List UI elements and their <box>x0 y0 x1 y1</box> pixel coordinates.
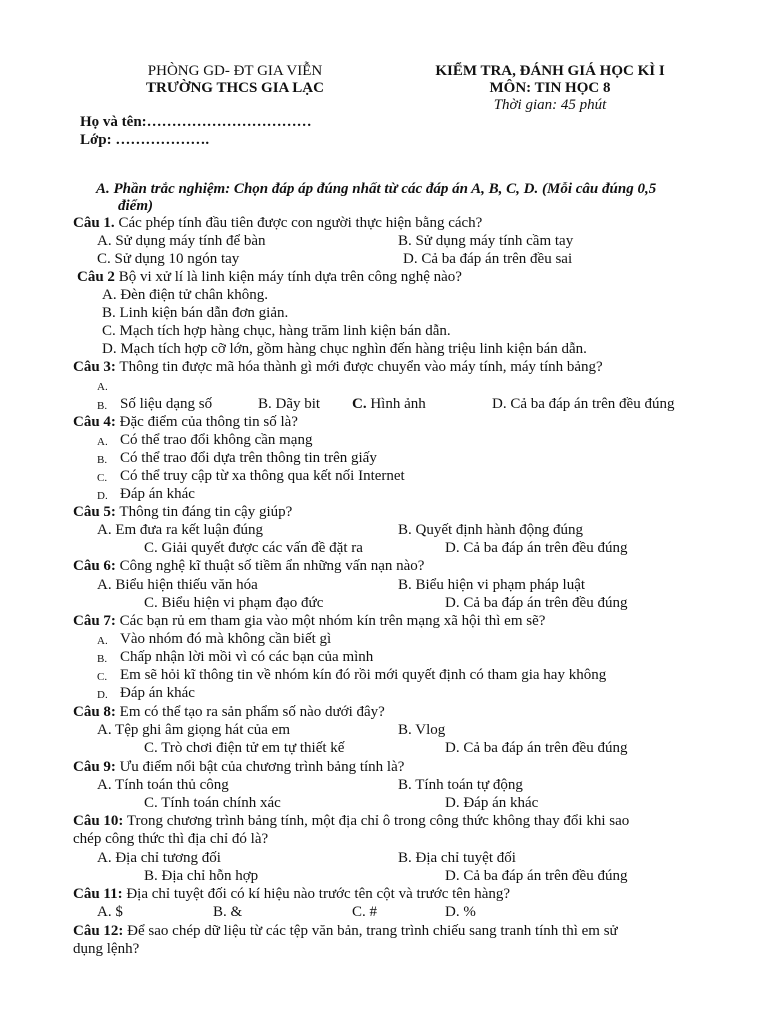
question-text: Địa chỉ tuyệt đối có kí hiệu nào trước tên cột và trước tên hàng? <box>122 886 511 902</box>
q4-option-c: Có thể truy cập từ xa thông qua kết nối Internet <box>120 468 405 484</box>
q4-marker-a: A. <box>97 436 108 448</box>
q5-option-a: A. Em đưa ra kết luận đúng <box>97 522 264 538</box>
q4-option-a: Có thể trao đổi không cần mạng <box>120 432 313 448</box>
q8-option-a: A. Tệp ghi âm giọng hát của em <box>97 722 291 738</box>
q4-marker-d: D. <box>97 490 108 502</box>
question-text: Bộ vi xử lí là linh kiện máy tính dựa trên công nghệ nào? <box>114 269 462 285</box>
q7-marker-d: D. <box>97 689 108 701</box>
q11-option-a: A. $ <box>97 904 123 920</box>
exam-title: KIỂM TRA, ĐÁNH GIÁ HỌC KÌ I <box>435 63 665 79</box>
question-text: Trong chương trình bảng tính, một địa chỉ ô trong công thức không thay đổi khi sao <box>123 813 630 829</box>
q4-option-b: Có thể trao đổi dựa trên thông tin trên giấy <box>120 450 377 466</box>
q10-option-a: A. Địa chỉ tương đối <box>97 850 221 866</box>
q7-option-c: Em sẽ hỏi kĩ thông tin về nhóm kín đó rồi mới quyết định có tham gia hay không <box>120 667 607 683</box>
question-4 <box>73 413 298 431</box>
school-name: TRƯỜNG THCS GIA LẠC <box>146 80 324 96</box>
q5-option-c: C. Giải quyết được các vấn đề đặt ra <box>144 540 363 556</box>
student-name-field: Họ và tên:…………………………… <box>80 114 312 130</box>
question-11 <box>73 885 510 903</box>
q10-option-b: B. Địa chỉ tuyệt đối <box>398 850 516 866</box>
question-text: Để sao chép dữ liệu từ các tệp văn bản, trang trình chiếu sang tranh tính thì em sử <box>123 923 618 939</box>
q3-option-c: B. Dãy bit <box>258 396 321 412</box>
question-12 <box>73 922 618 940</box>
q10-option-c: B. Địa chỉ hỗn hợp <box>144 868 259 884</box>
q2-option-d: D. Mạch tích hợp cỡ lớn, gồm hàng chục nghìn đến hàng triệu linh kiện bán dẫn. <box>102 341 587 357</box>
q3-marker-a: A. <box>97 381 108 393</box>
q2-option-b: B. Linh kiện bán dẫn đơn giản. <box>102 305 289 321</box>
q7-option-d: Đáp án khác <box>120 685 195 701</box>
dept-name: PHÒNG GD- ĐT GIA VIỄN <box>147 63 323 79</box>
q4-option-d: Đáp án khác <box>120 486 195 502</box>
question-label: Câu 4: <box>73 414 116 430</box>
question-text: Ưu điểm nổi bật của chương trình bảng tính là? <box>115 759 405 775</box>
question-12-cont: dụng lệnh? <box>73 941 140 957</box>
q4-marker-c: C. <box>97 472 108 484</box>
q11-option-b: B. & <box>213 904 243 920</box>
q2-option-c: C. Mạch tích hợp hàng chục, hàng trăm linh kiện bán dẫn. <box>102 323 451 339</box>
q3-marker-b: B. <box>97 400 108 412</box>
q6-option-d: D. Cả ba đáp án trên đều đúng <box>445 595 628 611</box>
question-label: Câu 10: <box>73 813 124 829</box>
q9-option-c: C. Tính toán chính xác <box>144 795 281 811</box>
q8-option-d: D. Cả ba đáp án trên đều đúng <box>445 740 628 756</box>
q8-option-c: C. Trò chơi điện tử em tự thiết kế <box>144 740 345 756</box>
question-label: Câu 5: <box>73 504 116 520</box>
q7-marker-b: B. <box>97 653 108 665</box>
question-10-cont: chép công thức thì địa chỉ đó là? <box>73 831 269 847</box>
q1-option-c: C. Sử dụng 10 ngón tay <box>97 251 240 267</box>
exam-time: Thời gian: 45 phút <box>493 97 607 113</box>
q3-option-b: Số liệu dạng số <box>120 396 213 412</box>
q2-option-a: A. Đèn điện tử chân không. <box>102 287 269 303</box>
question-text: Em có thể tạo ra sản phẩm số nào dưới đây? <box>115 704 385 720</box>
question-8 <box>73 703 385 721</box>
exam-subject: MÔN: TIN HỌC 8 <box>489 80 611 96</box>
question-10 <box>73 812 629 830</box>
q9-option-d: D. Đáp án khác <box>445 795 539 811</box>
q6-option-c: C. Biểu hiện vi phạm đạo đức <box>144 595 324 611</box>
question-1 <box>73 214 482 232</box>
q8-option-b: B. Vlog <box>398 722 446 738</box>
question-9 <box>73 758 404 776</box>
q7-option-b: Chấp nhận lời mồi vì có các bạn của mình <box>120 649 374 665</box>
q6-option-b: B. Biểu hiện vi phạm pháp luật <box>398 577 586 593</box>
question-label: Câu 8: <box>73 704 116 720</box>
section-a-heading-cont: điểm) <box>118 198 153 214</box>
question-text: Thông tin đáng tin cậy giúp? <box>115 504 293 520</box>
q9-option-a: A. Tính toán thủ công <box>97 777 229 793</box>
question-label: Câu 6: <box>73 558 116 574</box>
student-class-field: Lớp: ………………. <box>80 132 210 148</box>
question-text: Thông tin được mã hóa thành gì mới được chuyển vào máy tính, máy tính bảng? <box>115 359 603 375</box>
q4-marker-b: B. <box>97 454 108 466</box>
question-label: Câu 3: <box>73 359 116 375</box>
q5-option-d: D. Cả ba đáp án trên đều đúng <box>445 540 628 556</box>
q11-option-c: C. # <box>352 904 378 920</box>
question-5 <box>73 503 292 521</box>
question-label: Câu 1. <box>73 215 115 231</box>
q3-marker-c: C. <box>352 396 367 412</box>
question-label: Câu 12: <box>73 923 124 939</box>
q1-option-a: A. Sử dụng máy tính để bàn <box>97 233 266 249</box>
q3-option-d <box>352 395 426 413</box>
question-label: Câu 7: <box>73 613 116 629</box>
question-label: Câu 2 <box>77 269 115 285</box>
q9-option-b: B. Tính toán tự động <box>398 777 523 793</box>
question-6 <box>73 557 424 575</box>
question-text: Các phép tính đầu tiên được con người thực hiện bằng cách? <box>114 215 483 231</box>
q7-option-a: Vào nhóm đó mà không cần biết gì <box>120 631 332 647</box>
question-2 <box>77 268 462 286</box>
q5-option-b: B. Quyết định hành động đúng <box>398 522 583 538</box>
q11-option-d: D. % <box>445 904 476 920</box>
q1-option-d: D. Cả ba đáp án trên đều sai <box>403 251 573 267</box>
q1-option-b: B. Sử dụng máy tính cầm tay <box>398 233 574 249</box>
question-text: Công nghệ kĩ thuật số tiềm ẩn những vấn nạn nào? <box>115 558 425 574</box>
question-text: Đặc điểm của thông tin số là? <box>115 414 298 430</box>
question-label: Câu 9: <box>73 759 116 775</box>
question-3 <box>73 358 603 376</box>
q6-option-a: A. Biểu hiện thiếu văn hóa <box>97 577 258 593</box>
q10-option-d: D. Cả ba đáp án trên đều đúng <box>445 868 628 884</box>
q3-option-e: D. Cả ba đáp án trên đều đúng <box>492 396 675 412</box>
section-a-heading: A. Phần trắc nghiệm: Chọn đáp áp đúng nhất từ các đáp án A, B, C, D. (Mỗi câu đúng 0,5 <box>96 181 657 197</box>
question-label: Câu 11: <box>73 886 123 902</box>
question-text: Các bạn rủ em tham gia vào một nhóm kín trên mạng xã hội thì em sẽ? <box>115 613 546 629</box>
q3-option-d-text: Hình ảnh <box>366 396 426 412</box>
question-7 <box>73 612 545 630</box>
q7-marker-c: C. <box>97 671 108 683</box>
q7-marker-a: A. <box>97 635 108 647</box>
